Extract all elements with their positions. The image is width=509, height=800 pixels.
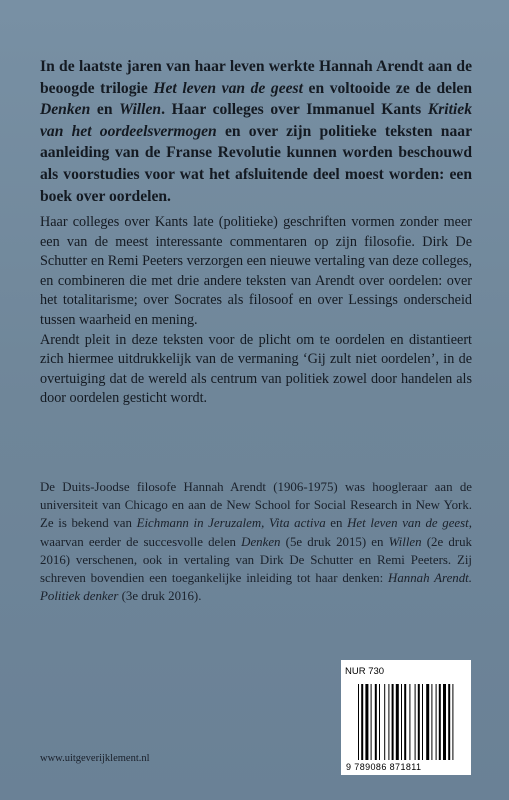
intro-paragraph: In de laatste jaren van haar leven werkte Hannah Arendt aan de beoogde trilogie Het leven van de geest en voltooide ze de delen Denken en Willen. Haar colleges over Immanuel Kants Kritiek van het oordeelsvermogen en over zijn politieke teksten naar aanleiding van de Franse Revolutie kunnen worden beschouwd als voorstudies voor wat het afsluitende deel moest worden: een boek over oordelen.: [40, 58, 473, 205]
author-bio: De Duits-Joodse filosofe Hannah Arendt (1906-1975) was hoogleraar aan de universiteit van Chicago en aan de New School for Social Research in New York. Ze is bekend van Eichmann in Jeruzalem, Vita activa en Het leven van de geest, waarvan eerder de succesvolle delen Denken (5e druk 2015) en Willen (2e druk 2016) verschenen, ook in vertaling van Dirk De Schutter en Remi Peeters. Zij schreven bovendien een toegankelijke inleiding tot haar denken: Hannah Arendt. Politiek denker (3e druk 2016).: [40, 480, 472, 604]
book-title: Denken: [40, 101, 91, 119]
book-title: Kritiek van het oordeelsvermogen: [40, 101, 473, 140]
description-text: [40, 213, 472, 409]
publisher-website: www.uitgeverijklement.nl: [40, 753, 150, 764]
isbn-digits: 9 789086 871811: [346, 762, 422, 772]
nur-code: NUR 730: [345, 666, 385, 677]
book-title: Willen: [119, 101, 162, 119]
book-title: Het leven van de geest: [153, 79, 303, 97]
barcode-bars: [358, 684, 468, 760]
description-paragraph-2: Arendt pleit in deze teksten voor de plicht om te oordelen en distantieert zich hiermee uitdrukkelijk van de vermaning ‘Gij zult niet oordelen’, in de overtuiging dat de wereld als centrum van politiek zowel door handelen als door oordelen gesticht wordt.: [40, 331, 472, 407]
description-paragraph-1: Haar colleges over Kants late (politieke) geschriften vormen zonder meer een van de meest interessante commentaren op zijn filosofie. Dirk De Schutter en Remi Peeters verzorgen een nieuwe vertaling van deze colleges, en combineren die met drie andere teksten van Arendt over oordelen: over het totalitarisme; over Socrates als filosoof en over Lessings onderscheid tussen waarheid en mening.: [40, 214, 472, 328]
